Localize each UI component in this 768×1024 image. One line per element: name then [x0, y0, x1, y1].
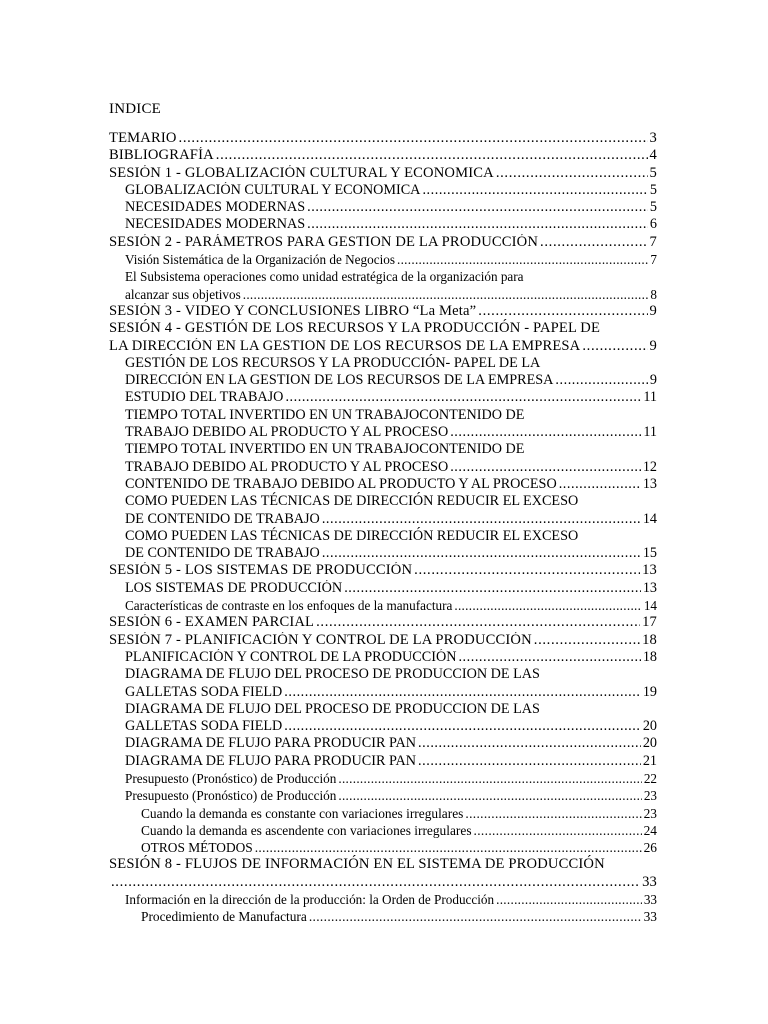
dot-leader: [454, 597, 641, 614]
toc-entry-page-number: 9: [649, 372, 657, 389]
toc-entry-title: SESIÓN 7 - PLANIFICACIÓN Y CONTROL DE LA PRODUCCIÓN: [109, 631, 532, 648]
dot-leader: [474, 822, 642, 839]
dot-leader: [307, 199, 648, 216]
toc-entry-title: Visión Sistemática de la Organización de Negocios: [125, 252, 395, 268]
toc-entry-title: LA DIRECCIÓN EN LA GESTION DE LOS RECURSOS DE LA EMPRESA: [109, 337, 581, 354]
toc-entry-page-number: 22: [643, 770, 657, 786]
toc-entry-page-number: 33: [643, 892, 657, 908]
toc-entry-page-number: 9: [649, 302, 657, 319]
toc-entry-page-number: 9: [649, 337, 657, 354]
dot-leader: [496, 891, 642, 908]
toc-entry-page-number: 8: [650, 286, 657, 302]
dot-leader: [316, 614, 640, 631]
toc-entry-title-line: SESIÓN 4 - GESTIÓN DE LOS RECURSOS Y LA PRODUCCIÓN - PAPEL DE: [109, 320, 601, 337]
toc-entry-title: TRABAJO DEBIDO AL PRODUCTO Y AL PROCESO: [125, 424, 449, 441]
dot-leader: [285, 389, 641, 406]
toc-entry-title: SESIÓN 6 - EXAMEN PARCIAL: [109, 614, 315, 631]
toc-entry-title: DE CONTENIDO DE TRABAJO: [125, 545, 320, 562]
toc-entry-title: GALLETAS SODA FIELD: [125, 683, 283, 700]
dot-leader: [458, 649, 640, 666]
toc-entry-title-line: COMO PUEDEN LAS TÉCNICAS DE DIRECCIÓN REDUCIR EL EXCESO: [125, 493, 579, 510]
toc-entry[interactable]: [125, 580, 657, 597]
toc-entry[interactable]: [125, 389, 657, 406]
toc-entry[interactable]: [125, 701, 657, 736]
toc-entry-title: ESTUDIO DEL TRABAJO: [125, 389, 284, 406]
toc-entry-title: GLOBALIZACIÓN CULTURAL Y ECONOMICA: [125, 181, 421, 198]
toc-entry[interactable]: [125, 355, 657, 390]
toc-entry[interactable]: [125, 787, 657, 804]
dot-leader: [496, 165, 648, 182]
toc-entry-page-number: 23: [643, 788, 657, 804]
toc-entry-title: GALLETAS SODA FIELD: [125, 718, 283, 735]
toc-entry-page-number: 4: [649, 147, 657, 164]
toc-entry-title: Procedimiento de Manufactura: [141, 909, 307, 925]
toc-entry-title: PLANIFICACIÓN Y CONTROL DE LA PRODUCCIÓN: [125, 648, 457, 665]
dot-leader: [338, 770, 641, 787]
dot-leader: [284, 718, 641, 735]
toc-entry-page-number: 23: [643, 805, 657, 821]
dot-leader: [555, 372, 647, 389]
toc-entry[interactable]: [125, 476, 657, 493]
toc-entry-title: BIBLIOGRAFÍA: [109, 147, 214, 164]
toc-entry-title-line: SESIÓN 8 - FLUJOS DE INFORMACIÓN EN EL SISTEMA DE PRODUCCIÓN: [109, 856, 605, 873]
toc-entry-title: DIRECCIÓN EN LA GESTION DE LOS RECURSOS DE LA EMPRESA: [125, 372, 554, 389]
toc-entry[interactable]: [109, 234, 657, 251]
toc-entry-page-number: 14: [642, 510, 657, 527]
toc-entry-title: NECESIDADES MODERNAS: [125, 199, 306, 216]
toc-entry-page-number: 7: [650, 252, 657, 268]
toc-entry-page-number: 33: [642, 873, 657, 890]
toc-entry[interactable]: [125, 182, 657, 199]
toc-entry-title: DIAGRAMA DE FLUJO PARA PRODUCIR PAN: [125, 752, 417, 769]
toc-entry-page-number: 11: [643, 424, 657, 441]
toc-entry[interactable]: [125, 268, 657, 303]
toc-entry-title: TRABAJO DEBIDO AL PRODUCTO Y AL PROCESO: [125, 458, 449, 475]
toc-entry-title: LOS SISTEMAS DE PRODUCCIÓN: [125, 579, 343, 596]
dot-leader: [534, 632, 640, 649]
toc-entry-title-line: DIAGRAMA DE FLUJO DEL PROCESO DE PRODUCCION DE LAS: [125, 666, 540, 683]
toc-entry[interactable]: [141, 839, 657, 856]
dot-leader: [422, 182, 647, 199]
toc-entry-page-number: 5: [649, 164, 657, 181]
toc-entry-page-number: 17: [642, 614, 657, 631]
toc-entry[interactable]: [109, 614, 657, 631]
toc-entry-page-number: 18: [642, 631, 657, 648]
dot-leader: [418, 753, 641, 770]
toc-entry-title-line: DIAGRAMA DE FLUJO DEL PROCESO DE PRODUCCION DE LAS: [125, 700, 540, 717]
dot-leader: [216, 147, 648, 164]
toc-entry-title: Información en la dirección de la producción: la Orden de Producción: [125, 892, 495, 908]
dot-leader: [582, 338, 647, 355]
dot-leader: [478, 303, 647, 320]
toc-entry[interactable]: [109, 562, 657, 579]
dot-leader: [284, 684, 641, 701]
toc-entry[interactable]: [109, 165, 657, 182]
toc-entry-page-number: 21: [642, 752, 657, 769]
toc-entry[interactable]: [125, 251, 657, 268]
toc-entry-title-line: TIEMPO TOTAL INVERTIDO EN UN TRABAJOCONTENIDO DE: [125, 441, 525, 458]
toc-entry-title-line: COMO PUEDEN LAS TÉCNICAS DE DIRECCIÓN REDUCIR EL EXCESO: [125, 527, 579, 544]
toc-entry-title: OTROS MÉTODOS: [141, 840, 253, 856]
dot-leader: [111, 874, 640, 891]
toc-entry-title: DIAGRAMA DE FLUJO PARA PRODUCIR PAN: [125, 735, 417, 752]
toc-entry-page-number: 33: [643, 909, 657, 925]
toc-entry[interactable]: [125, 216, 657, 233]
toc-entry-page-number: 7: [649, 233, 657, 250]
toc-entry-page-number: 6: [649, 216, 657, 233]
toc-entry[interactable]: [125, 770, 657, 787]
toc-entry[interactable]: [125, 493, 657, 528]
dot-leader: [414, 562, 640, 579]
dot-leader: [418, 735, 641, 752]
toc-entry-page-number: 24: [643, 822, 657, 838]
toc-entry[interactable]: [141, 805, 657, 822]
dot-leader: [450, 424, 641, 441]
table-of-contents: [0, 130, 768, 926]
toc-entry-page-number: 5: [649, 199, 657, 216]
toc-entry-title: SESIÓN 1 - GLOBALIZACIÓN CULTURAL Y ECONOMICA: [109, 164, 494, 181]
toc-entry-page-number: 12: [642, 458, 657, 475]
toc-entry-page-number: 11: [643, 389, 657, 406]
dot-leader: [307, 216, 648, 233]
dot-leader: [322, 545, 641, 562]
toc-entry-title: Cuando la demanda es constante con variaciones irregulares: [141, 805, 464, 821]
toc-entry-page-number: 15: [642, 545, 657, 562]
toc-entry[interactable]: [125, 735, 657, 752]
dot-leader: [344, 580, 641, 597]
toc-entry-title: TEMARIO: [109, 130, 177, 146]
toc-entry-title: SESIÓN 2 - PARÁMETROS PARA GESTION DE LA PRODUCCIÓN: [109, 233, 539, 250]
toc-entry-title: Presupuesto (Pronóstico) de Producción: [125, 770, 337, 786]
dot-leader: [540, 234, 648, 251]
toc-entry-title: SESIÓN 3 - VIDEO Y CONCLUSIONES LIBRO “La Meta”: [109, 302, 477, 319]
toc-entry[interactable]: [125, 649, 657, 666]
page-heading: INDICE: [109, 101, 162, 117]
dot-leader: [255, 839, 642, 856]
toc-entry-page-number: 13: [642, 475, 657, 492]
toc-entry-title-line: TIEMPO TOTAL INVERTIDO EN UN TRABAJOCONTENIDO DE: [125, 406, 525, 423]
toc-entry[interactable]: [125, 528, 657, 563]
toc-entry[interactable]: [109, 303, 657, 320]
toc-entry-title: Presupuesto (Pronóstico) de Producción: [125, 788, 337, 804]
toc-entry-page-number: 26: [643, 840, 657, 856]
toc-entry[interactable]: [125, 441, 657, 476]
toc-entry-title-line: GESTIÓN DE LOS RECURSOS Y LA PRODUCCIÓN- PAPEL DE LA: [125, 354, 541, 371]
toc-entry[interactable]: [125, 666, 657, 701]
toc-entry-page-number: 14: [643, 598, 657, 614]
toc-entry[interactable]: [109, 130, 657, 147]
dot-leader: [243, 286, 649, 303]
toc-entry[interactable]: [141, 822, 657, 839]
toc-entry-page-number: 5: [649, 181, 657, 198]
toc-entry[interactable]: [141, 908, 657, 925]
toc-entry-title: Características de contraste en los enfoques de la manufactura: [125, 598, 453, 614]
toc-entry-page-number: 20: [642, 735, 657, 752]
toc-entry-page-number: 13: [642, 562, 657, 579]
toc-entry-title-line: El Subsistema operaciones como unidad estratégica de la organización para: [125, 269, 524, 285]
toc-entry-page-number: 19: [642, 683, 657, 700]
toc-entry[interactable]: [109, 320, 657, 355]
dot-leader: [338, 787, 641, 804]
toc-entry-title: DE CONTENIDO DE TRABAJO: [125, 510, 320, 527]
toc-entry[interactable]: [109, 632, 657, 649]
toc-entry-page-number: 3: [649, 130, 657, 146]
toc-entry-title: NECESIDADES MODERNAS: [125, 216, 306, 233]
toc-entry-title: CONTENIDO DE TRABAJO DEBIDO AL PRODUCTO Y AL PROCESO: [125, 475, 557, 492]
dot-leader: [450, 459, 641, 476]
toc-entry-page-number: 18: [642, 648, 657, 665]
toc-entry[interactable]: [125, 407, 657, 442]
toc-entry-page-number: 13: [642, 579, 657, 596]
dot-leader: [465, 805, 641, 822]
toc-entry[interactable]: [109, 147, 657, 164]
toc-entry[interactable]: [109, 856, 657, 891]
toc-entry[interactable]: [125, 199, 657, 216]
dot-leader: [397, 251, 648, 268]
dot-leader: [309, 908, 642, 925]
toc-entry-page-number: 20: [642, 718, 657, 735]
toc-entry-title: alcanzar sus objetivos: [125, 286, 241, 302]
toc-entry[interactable]: [125, 891, 657, 908]
toc-entry-title: Cuando la demanda es ascendente con variaciones irregulares: [141, 822, 472, 838]
toc-entry[interactable]: [125, 597, 657, 614]
dot-leader: [322, 511, 641, 528]
dot-leader: [179, 130, 648, 147]
dot-leader: [559, 476, 641, 493]
toc-entry[interactable]: [125, 753, 657, 770]
toc-entry-title: SESIÓN 5 - LOS SISTEMAS DE PRODUCCIÓN: [109, 562, 413, 579]
